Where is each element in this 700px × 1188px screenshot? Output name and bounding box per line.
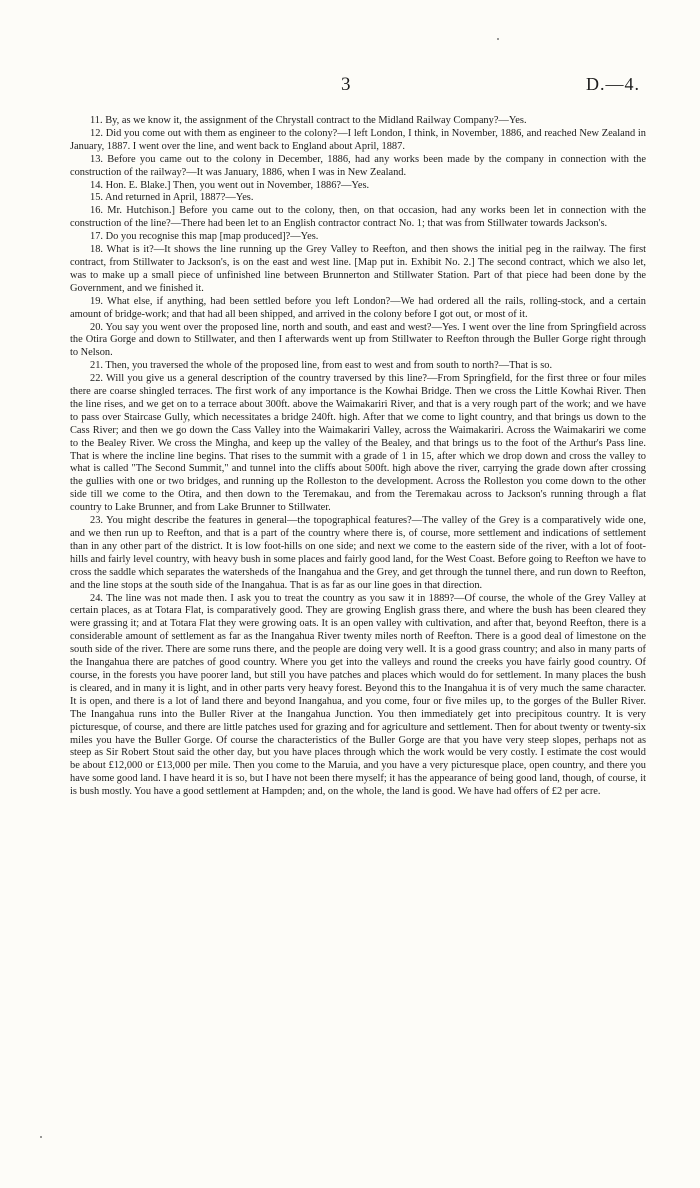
paragraph-12: 12. Did you come out with them as engineer to the colony?—I left London, I think, in November, 1886, and reached New Zealand in January, 1887. I went over the line, and went back to England about April, 1887. [70,127,646,152]
paragraph-22: 22. Will you give us a general description of the country traversed by this line?—From Springfield, for the first three or four miles there are coarse shingled terraces. The first work of any importance is the Kowhai Bridge. Then we cross the Little Kowhai River. Then the line rises, and we get on to a terrace about 300ft. above the Waimakariri River, and that is a very rough part of the work; and we have to pass over Staircase Gully, which necessitates a bridge 240ft. high. After that we come to light country, and that brings us down to the Cass River; and then we go down the Cass Valley into the Waimakariri Valley, across the Waimakariri. Across the Waimakariri we come to the Bealey River. We cross the Mingha, and keep up the valley of the Bealey, and that brings us to the foot of the Arthur's Pass line. That is where the incline line begins. That rises to the summit with a grade of 1 in 15, after which we drop down and cross the valley to what is called "The Second Summit," and tunnel into the cliffs about 500ft. high above the river, carrying the grade down after crossing the gullies with one or two bridges, and running up the Rolleston to the development. Across the Rolleston you come down to the other side till we come to the Otira, and then down to the Teremakau, and from the Teremakau across to Jackson's running through a flat country to Lake Brunner, and from Lake Brunner to Stillwater. [70,373,646,514]
paragraph-15: 15. And returned in April, 1887?—Yes. [90,192,254,204]
paragraph-16: 16. Mr. Hutchison.] Before you came out to the colony, then, on that occasion, had any works been let in connection with the construction of the line?—There had been let to an English contractor contract No. 1; that was from Stillwater towards Jackson's. [70,205,646,230]
page-number: 3 [341,74,351,95]
scan-speck [40,1136,42,1138]
scan-speck [497,38,499,40]
paragraph-24: 24. The line was not made then. I ask you to treat the country as you saw it in 1889?—Of course, the whole of the Grey Valley at certain places, as at Totara Flat, is comparatively good. They are growing English grass there, and where the bush has been cleared they were grassing it; and at Totara Flat they were growing oats. It is an open valley with cultivation, and after that, beyond Reefton, there is a considerable amount of settlement as far as the Inangahua River twenty miles north of Reefton. There is a good deal of limestone on the south side of the river. There are some runs there, and the people are doing very well. It is a good grass country; and also in many parts of the Inangahua there are patches of good country. Where you get into the valleys and round the creeks you have fairly good country. Of course, in the forests you have poorer land, but still you have patches and places which would do for settlement. In many places the bush is cleared, and in many it is light, and in other parts very heavy forest. Beyond this to the Inangahua it is of very much the same character. It is open, and there is a lot of land there and beyond Inangahua, and you come, four or five miles up, to the gorges of the Buller River. The Inangahua runs into the Buller River at the Inangahua Junction. You then immediately get into precipitous country. It is very picturesque, of course, and there are little patches used for grazing and for agriculture and settlement. Then for about twenty or twenty-six miles you have the Buller Gorge. Of course the characteristics of the Buller Gorge are that you have very steep slopes, perhaps not as steep as Sir Robert Stout said the other day, but you have places through which the work would be very costly. I estimate the cost would be about £12,000 or £13,000 per mile. Then you come to the Maruia, and you have a very picturesque place, open country, and there you have some good land. I have heard it is so, but I have not been there myself; it has the appearance of being good land, though, of course, it is bush mostly. You have a good settlement at Hampden; and, on the whole, the land is good. We have had offers of £2 per acre. [70,592,646,798]
page-header [0,74,700,98]
paragraph-18: 18. What is it?—It shows the line running up the Grey Valley to Reefton, and then shows the initial peg in the railway. The first contract, from Stillwater to Jackson's, is on the east and west line. [Map put in. Exhibit No. 2.] The second contract, which we also let, was to make up a small piece of unfinished line between Brunnerton and Stillwater Station. Part of that piece had been done by the Government, and we finished it. [70,244,646,294]
paragraph-19: 19. What else, if anything, had been settled before you left London?—We had ordered all the rails, rolling-stock, and a certain amount of bridge-work; and that had all been shipped, and arrived in the colony before I got out, or most of it. [70,295,646,320]
document-body [70,115,646,799]
paragraph-13: 13. Before you came out to the colony in December, 1886, had any works been made by the company in connection with the construction of the railway?—It was January, 1886, when I was in New Zealand. [70,153,646,178]
document-reference: D.—4. [586,74,640,94]
paragraph-17: 17. Do you recognise this map [map produced]?—Yes. [90,231,319,243]
paragraph-23: 23. You might describe the features in general—the topographical features?—The valley of the Grey is a comparatively wide one, and we then run up to Reefton, and that is a part of the country where there is, of course, more settlement and indications of settlement than in any other part of the district. It is low foot-hills on one side; and next we come to the eastern side of the river, with a lot of foot-hills and fairly level country, with heavy bush in some places and fairly good land, for the West Coast. Before going to Reefton we have to cross the saddle which separates the watersheds of the Inangahua and the Grey, and get through the tunnel there, and run down to Reefton, and the line stops at the south side of the Inangahua. That is as far as our line goes in that direction. [70,515,646,591]
paragraph-14: 14. Hon. E. Blake.] Then, you went out in November, 1886?—Yes. [90,179,370,191]
paragraph-20: 20. You say you went over the proposed line, north and south, and east and west?—Yes. I went over the line from Springfield across the Otira Gorge and down to Stillwater, and then I afterwards went up from Stillwater to Reefton through the Buller Gorge right through to Nelson. [70,321,646,359]
paragraph-21: 21. Then, you traversed the whole of the proposed line, from east to west and from south to north?—That is so. [90,360,553,372]
paragraph-11: 11. By, as we know it, the assignment of the Chrystall contract to the Midland Railway Company?—Yes. [90,115,527,126]
